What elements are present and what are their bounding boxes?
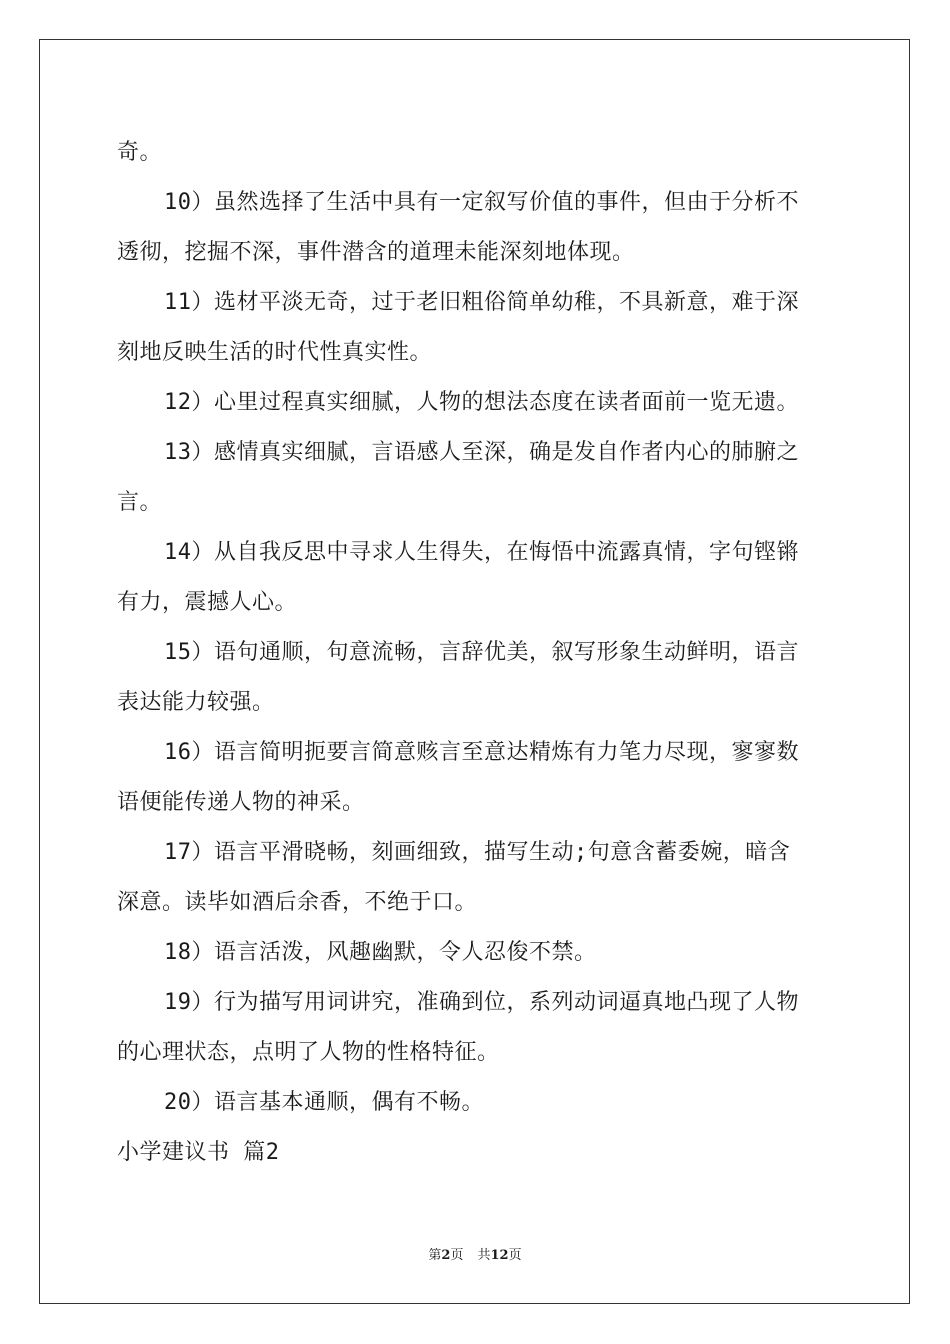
paragraph-14-line-1: 14）从自我反思中寻求人生得失，在悔悟中流露真情，字句铿锵 [164,540,799,565]
page-footer [0,1247,950,1265]
paragraph-13-line-2: 言。 [117,490,163,515]
document-body [117,128,833,1178]
paragraph-14-line-2: 有力，震撼人心。 [117,590,298,615]
paragraph-15-line-1: 15）语句通顺，句意流畅，言辞优美，叙写形象生动鲜明，语言 [164,640,799,665]
total-prefix: 共 [477,1248,491,1263]
text-line: 奇。 [117,140,163,165]
paragraph-10-line-1: 10）虽然选择了生活中具有一定叙写价值的事件，但由于分析不 [164,190,799,215]
total-page-number: 12 [490,1248,509,1263]
paragraph-10-line-2: 透彻，挖掘不深，事件潜含的道理未能深刻地体现。 [117,240,635,265]
paragraph-20-line-1: 20）语言基本通顺，偶有不畅。 [164,1090,484,1115]
paragraph-17-line-1: 17）语言平滑晓畅，刻画细致，描写生动;句意含蓄委婉，暗含 [164,840,791,865]
current-page-number: 2 [441,1248,451,1263]
total-suffix: 页 [508,1248,522,1263]
paragraph-15-line-2: 表达能力较强。 [117,690,275,715]
paragraph-19-line-2: 的心理状态，点明了人物的性格特征。 [117,1040,500,1065]
page-suffix: 页 [450,1248,464,1263]
paragraph-17-line-2: 深意。读毕如酒后余香，不绝于口。 [117,890,478,915]
paragraph-16-line-2: 语便能传递人物的神采。 [117,790,365,815]
paragraph-13-line-1: 13）感情真实细腻，言语感人至深，确是发自作者内心的肺腑之 [164,440,799,465]
paragraph-18-line-1: 18）语言活泼，风趣幽默，令人忍俊不禁。 [164,940,597,965]
paragraph-19-line-1: 19）行为描写用词讲究，准确到位，系列动词逼真地凸现了人物 [164,990,799,1015]
section-heading: 小学建议书 篇2 [117,1140,280,1165]
paragraph-12-line-1: 12）心里过程真实细腻，人物的想法态度在读者面前一览无遗。 [164,390,799,415]
paragraph-11-line-1: 11）选材平淡无奇，过于老旧粗俗简单幼稚，不具新意，难于深 [164,290,799,315]
paragraph-11-line-2: 刻地反映生活的时代性真实性。 [117,340,433,365]
page-prefix: 第 [428,1248,442,1263]
paragraph-16-line-1: 16）语言简明扼要言简意赅言至意达精炼有力笔力尽现，寥寥数 [164,740,799,765]
